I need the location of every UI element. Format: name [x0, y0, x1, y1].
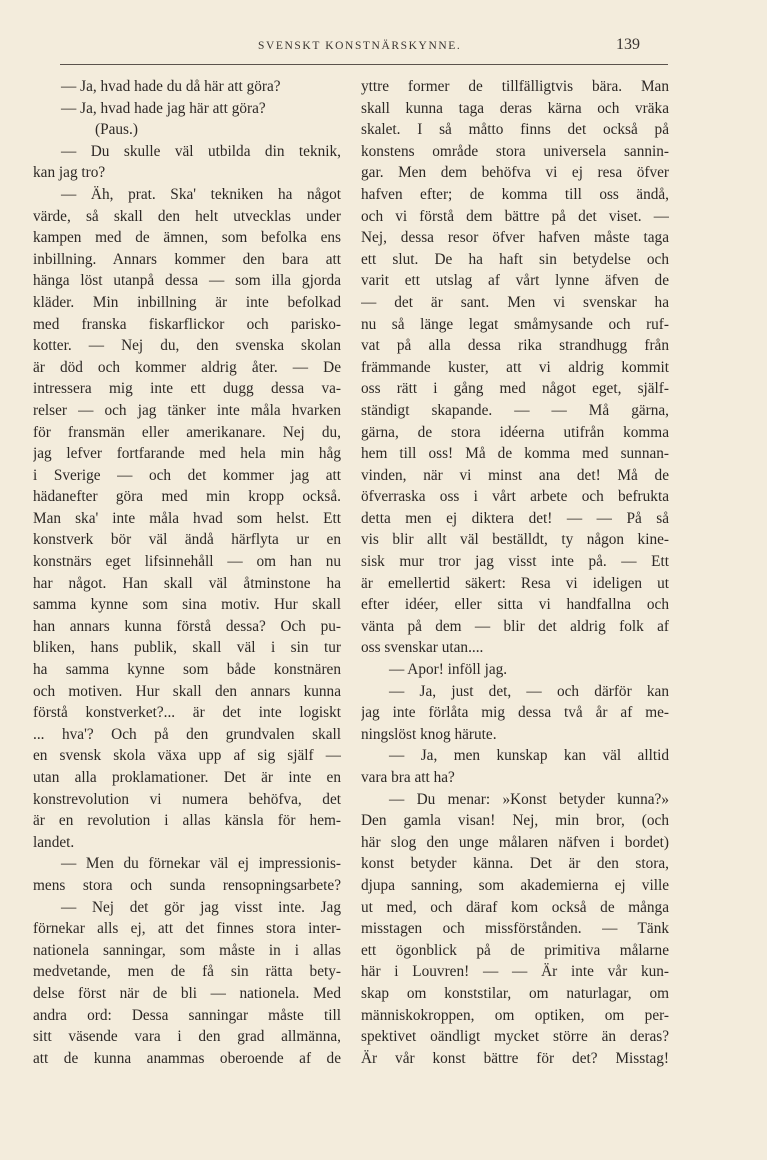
text-line: mens stora och sunda rensopningsarbete? — [33, 876, 341, 894]
text-line: konstverk bör väl ändå härflyta ur en — [33, 531, 341, 549]
text-line: — Ja, just det, — och därför kan — [389, 682, 669, 700]
text-line: hädanefter göra med min kropp också. — [33, 488, 341, 506]
right-column — [361, 76, 669, 1069]
text-line: konstrevolution vi numera behöfva, det — [33, 790, 341, 808]
text-line: andra ord: Dessa sanningar måste till — [33, 1006, 341, 1024]
running-head: SVENSKT KONSTNÄRSKYNNE. — [258, 40, 462, 52]
text-line: — det är sant. Men vi svenskar ha — [361, 293, 669, 311]
text-line: — Ja, hvad hade jag här att göra? — [61, 99, 266, 117]
text-line: ... hva'? Och på den grundvalen skall — [33, 725, 341, 743]
text-line: och vi förstå dem bättre på det viset. — — [361, 207, 669, 225]
text-line: medvetande, men de få sin rätta bety- — [33, 963, 341, 981]
text-line: — Men du förnekar väl ej impressionis- — [61, 855, 341, 873]
text-line: (Paus.) — [95, 121, 138, 139]
left-column — [33, 76, 341, 1069]
text-line: ut med, och däraf kom också de många — [361, 898, 669, 916]
text-line: är död och kommer aldrig åter. — De — [33, 358, 341, 376]
text-line: konstens område stora universela sannin- — [361, 142, 669, 160]
text-line: skalet. I så måtto finns det också på — [361, 121, 669, 139]
text-line: är en revolution i allas känsla för hem- — [33, 812, 341, 830]
text-line: kotter. — Nej du, den svenska skolan — [33, 337, 341, 355]
text-line: — Du menar: »Konst betyder kunna?» — [389, 790, 669, 808]
text-line: nationela sanningar, som måste in i allas — [33, 941, 341, 959]
text-line: människokroppen, om optiken, om per- — [361, 1006, 669, 1024]
text-line: — Apor! inföll jag. — [389, 661, 508, 679]
page-number: 139 — [616, 36, 640, 53]
text-line: förstå konstverket?... är det inte logiskt — [33, 704, 341, 722]
text-line: konst betyder känna. Det är den stora, — [361, 855, 669, 873]
text-line: detta men ej diktera det! — — På så — [361, 509, 669, 527]
text-line: värde, så skall den helt utvecklas under — [33, 207, 341, 225]
text-line: konstnärs eget lifsinnehåll — om han nu — [33, 553, 341, 571]
text-line: ett slut. De ha haft sin betydelse och — [361, 250, 669, 268]
text-line: att de kunna anammas oberoende af de — [33, 1049, 341, 1067]
text-line: oss svenskar utan.... — [361, 639, 484, 657]
text-line: delse först när de bli — nationela. Med — [33, 984, 341, 1002]
text-line: Nej, dessa resor öfver hafven måste taga — [361, 229, 669, 247]
text-line: misstagen och missförstånden. — Tänk — [361, 920, 669, 938]
text-line: gärna, de stora idéerna utifrån komma — [361, 423, 669, 441]
text-line: Är vår konst bättre för det? Misstag! — [361, 1049, 669, 1067]
text-line: hem till oss! Må de komma med sunnan- — [361, 445, 669, 463]
text-line: för fransmän eller amerikanare. Nej du, — [33, 423, 341, 441]
text-line: kampen med de ämnen, som befolka ens — [33, 229, 341, 247]
text-line: han annars kunna förstå dessa? Och pu- — [33, 617, 341, 635]
text-line: hafven efter; de komma till oss ändå, — [361, 185, 669, 203]
text-line: här slog den unge målaren näfven i bordet) — [361, 833, 669, 851]
text-line: — Nej det gör jag visst inte. Jag — [61, 898, 341, 916]
text-line: ständigt skapande. — — Må gärna, — [361, 401, 669, 419]
text-line: nu så länge legat småmysande och ruf- — [361, 315, 669, 333]
text-line: skall kunna taga deras kärna och vräka — [361, 99, 669, 117]
text-line: — Du skulle väl utbilda din teknik, — [61, 142, 341, 160]
text-line: öfverraska oss i vårt arbete och befrukta — [361, 488, 669, 506]
text-line: yttre former de tillfälligtvis bära. Man — [361, 78, 669, 95]
text-line: spektivet oändligt mycket större än deras? — [361, 1028, 669, 1046]
text-line: varit ett utslag af vårt lynne äfven de — [361, 272, 669, 290]
text-line: inbillning. Annars kommer den bara att — [33, 250, 341, 268]
text-line: Man ska' inte måla hvad som helst. Ett — [33, 509, 341, 527]
text-line: djupa sanning, som akademierna ej ville — [361, 876, 669, 894]
text-line: ett ögonblick på de primitiva målarne — [361, 941, 669, 959]
text-line: utan alla proklamationer. Det är inte en — [33, 769, 341, 786]
text-line: är emellertid säkert: Resa vi ideligen ut — [361, 574, 669, 592]
text-line: kläder. Min inbillning är inte befolkad — [33, 293, 341, 311]
page-header — [30, 34, 670, 60]
text-line: främmande kuster, att vi aldrig kommit — [361, 358, 669, 376]
text-line: vis blir allt väl beställdt, ty någon kine- — [361, 531, 669, 549]
text-line: — Ja, men kunskap kan väl alltid — [389, 747, 669, 765]
text-line: har något. Han skall väl åtminstone ha — [33, 574, 341, 592]
text-line: i Sverige — och det kommer jag att — [33, 466, 341, 484]
text-line: vara bra att ha? — [361, 769, 455, 786]
text-line: efter idéer, eller sitta vi handfallna och — [361, 596, 669, 614]
text-line: hänga löst utanpå dessa — som illa gjorda — [33, 272, 341, 290]
text-line: kan jag tro? — [33, 164, 106, 182]
text-line: samma kynne som sina motiv. Hur skall — [33, 596, 341, 614]
text-line: Den gamla visan! Nej, min bror, (och — [361, 812, 669, 830]
text-line: här i Louvren! — — Är inte vår kun- — [361, 963, 669, 981]
text-line: sisk mur tror jag visst inte på. — Ett — [361, 553, 669, 571]
text-line: förnekar alls ej, att det finnes stora inter- — [33, 920, 341, 938]
text-line: och motiven. Hur skall den annars kunna — [33, 682, 341, 700]
text-line: vat på alla dessa rika strandhugg från — [361, 337, 669, 355]
text-line: bliken, hans publik, skall väl i sin tur — [33, 639, 341, 657]
text-line: sitt väsende vara i den grad allmänna, — [33, 1028, 341, 1046]
text-line: — Äh, prat. Ska' tekniken ha något — [61, 185, 341, 203]
text-line: med franska fiskarflickor och parisko- — [33, 315, 341, 333]
text-line: jag lefver fortfarande med hela min håg — [33, 445, 341, 463]
text-line: vinden, när vi minst ana det! Må de — [361, 466, 669, 484]
text-line: gar. Men dem behöfva vi ej resa öfver — [361, 164, 669, 182]
text-line: intressera mig inte ett dugg dessa va- — [33, 380, 341, 398]
text-line: ningslöst knog härute. — [361, 725, 497, 743]
text-line: relser — och jag tänker inte måla hvarken — [33, 401, 341, 419]
text-line: oss rätt i gång med något eget, själf- — [361, 380, 669, 398]
header-rule — [60, 64, 668, 65]
text-line: en svensk skola växa upp af sig själf — — [33, 747, 341, 765]
text-line: landet. — [33, 833, 75, 851]
text-line: vänta på dem — blir det aldrig folk af — [361, 617, 669, 635]
text-line: ha samma kynne som både konstnären — [33, 661, 341, 679]
text-line: — Ja, hvad hade du då här att göra? — [61, 78, 281, 95]
text-line: skap om konststilar, om naturlagar, om — [361, 984, 669, 1002]
text-line: jag inte förlåta mig dessa två år af me- — [361, 704, 669, 722]
